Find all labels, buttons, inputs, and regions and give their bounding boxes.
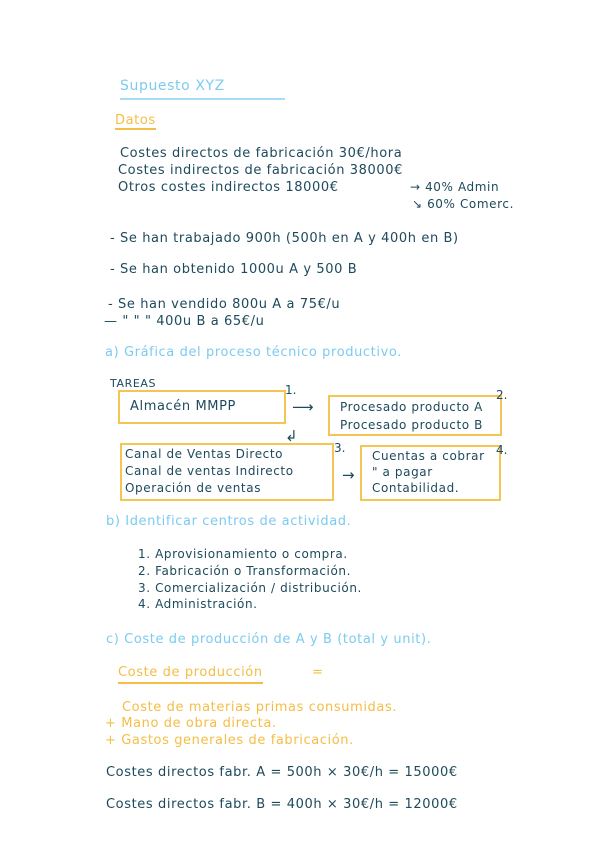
- task-line: Almacén MMPP: [130, 399, 236, 414]
- task-number: 2.: [496, 388, 508, 402]
- equals-sign: =: [312, 665, 324, 680]
- coste-produccion-heading: Coste de producción: [118, 665, 263, 684]
- calc-line-b: Costes directos fabr. B = 400h × 30€/h = 12000€: [106, 797, 458, 812]
- task-line: Cuentas a cobrar: [372, 449, 485, 463]
- section-a-heading: a) Gráfica del proceso técnico productivo.: [105, 345, 402, 360]
- arrow-down-left-icon: ↲: [285, 427, 299, 445]
- calc-line-a: Costes directos fabr. A = 500h × 30€/h = 15000€: [106, 765, 458, 780]
- activity-item: 2. Fabricación o Transformación.: [138, 564, 352, 578]
- activity-item: 4. Administración.: [138, 597, 258, 611]
- datos-line: Costes indirectos de fabricación 38000€: [118, 163, 404, 178]
- split-admin: → 40% Admin: [410, 180, 500, 194]
- task-box-2: [328, 395, 502, 436]
- cost-component: + Gastos generales de fabricación.: [105, 733, 354, 748]
- arrow-right-icon: →: [342, 466, 356, 484]
- task-number: 3.: [334, 441, 346, 455]
- task-line: Operación de ventas: [125, 481, 262, 495]
- task-box-4: [360, 445, 501, 501]
- task-line: Canal de ventas Indirecto: [125, 464, 294, 478]
- page-title: Supuesto XYZ: [120, 78, 285, 100]
- cost-component: + Mano de obra directa.: [105, 716, 277, 731]
- section-b-heading: b) Identificar centros de actividad.: [106, 514, 352, 529]
- cost-component: Coste de materias primas consumidas.: [122, 700, 398, 715]
- bullet: — " " " 400u B a 65€/u: [104, 314, 265, 329]
- split-comerc: ↘ 60% Comerc.: [412, 197, 515, 211]
- arrow-right-icon: ⟶: [292, 398, 315, 416]
- activity-item: 1. Aprovisionamiento o compra.: [138, 547, 348, 561]
- task-number: 1.: [285, 383, 297, 397]
- task-line: " a pagar: [372, 465, 433, 479]
- tareas-label: TAREAS: [110, 377, 157, 390]
- task-line: Procesado producto B: [340, 418, 483, 432]
- section-c-heading: c) Coste de producción de A y B (total y unit).: [106, 632, 432, 647]
- bullet: - Se han vendido 800u A a 75€/u: [108, 297, 341, 312]
- task-box-1: [118, 390, 286, 424]
- task-line: Canal de Ventas Directo: [125, 447, 284, 461]
- task-line: Contabilidad.: [372, 481, 460, 495]
- task-box-3: [120, 443, 334, 501]
- bullet: - Se han obtenido 1000u A y 500 B: [110, 262, 358, 277]
- datos-heading: Datos: [115, 113, 156, 128]
- task-number: 4.: [496, 443, 508, 457]
- datos-line: Otros costes indirectos 18000€: [118, 180, 339, 195]
- datos-line: Costes directos de fabricación 30€/hora: [120, 146, 403, 161]
- activity-item: 3. Comercialización / distribución.: [138, 581, 362, 595]
- bullet: - Se han trabajado 900h (500h en A y 400h en B): [110, 231, 459, 246]
- task-line: Procesado producto A: [340, 400, 483, 414]
